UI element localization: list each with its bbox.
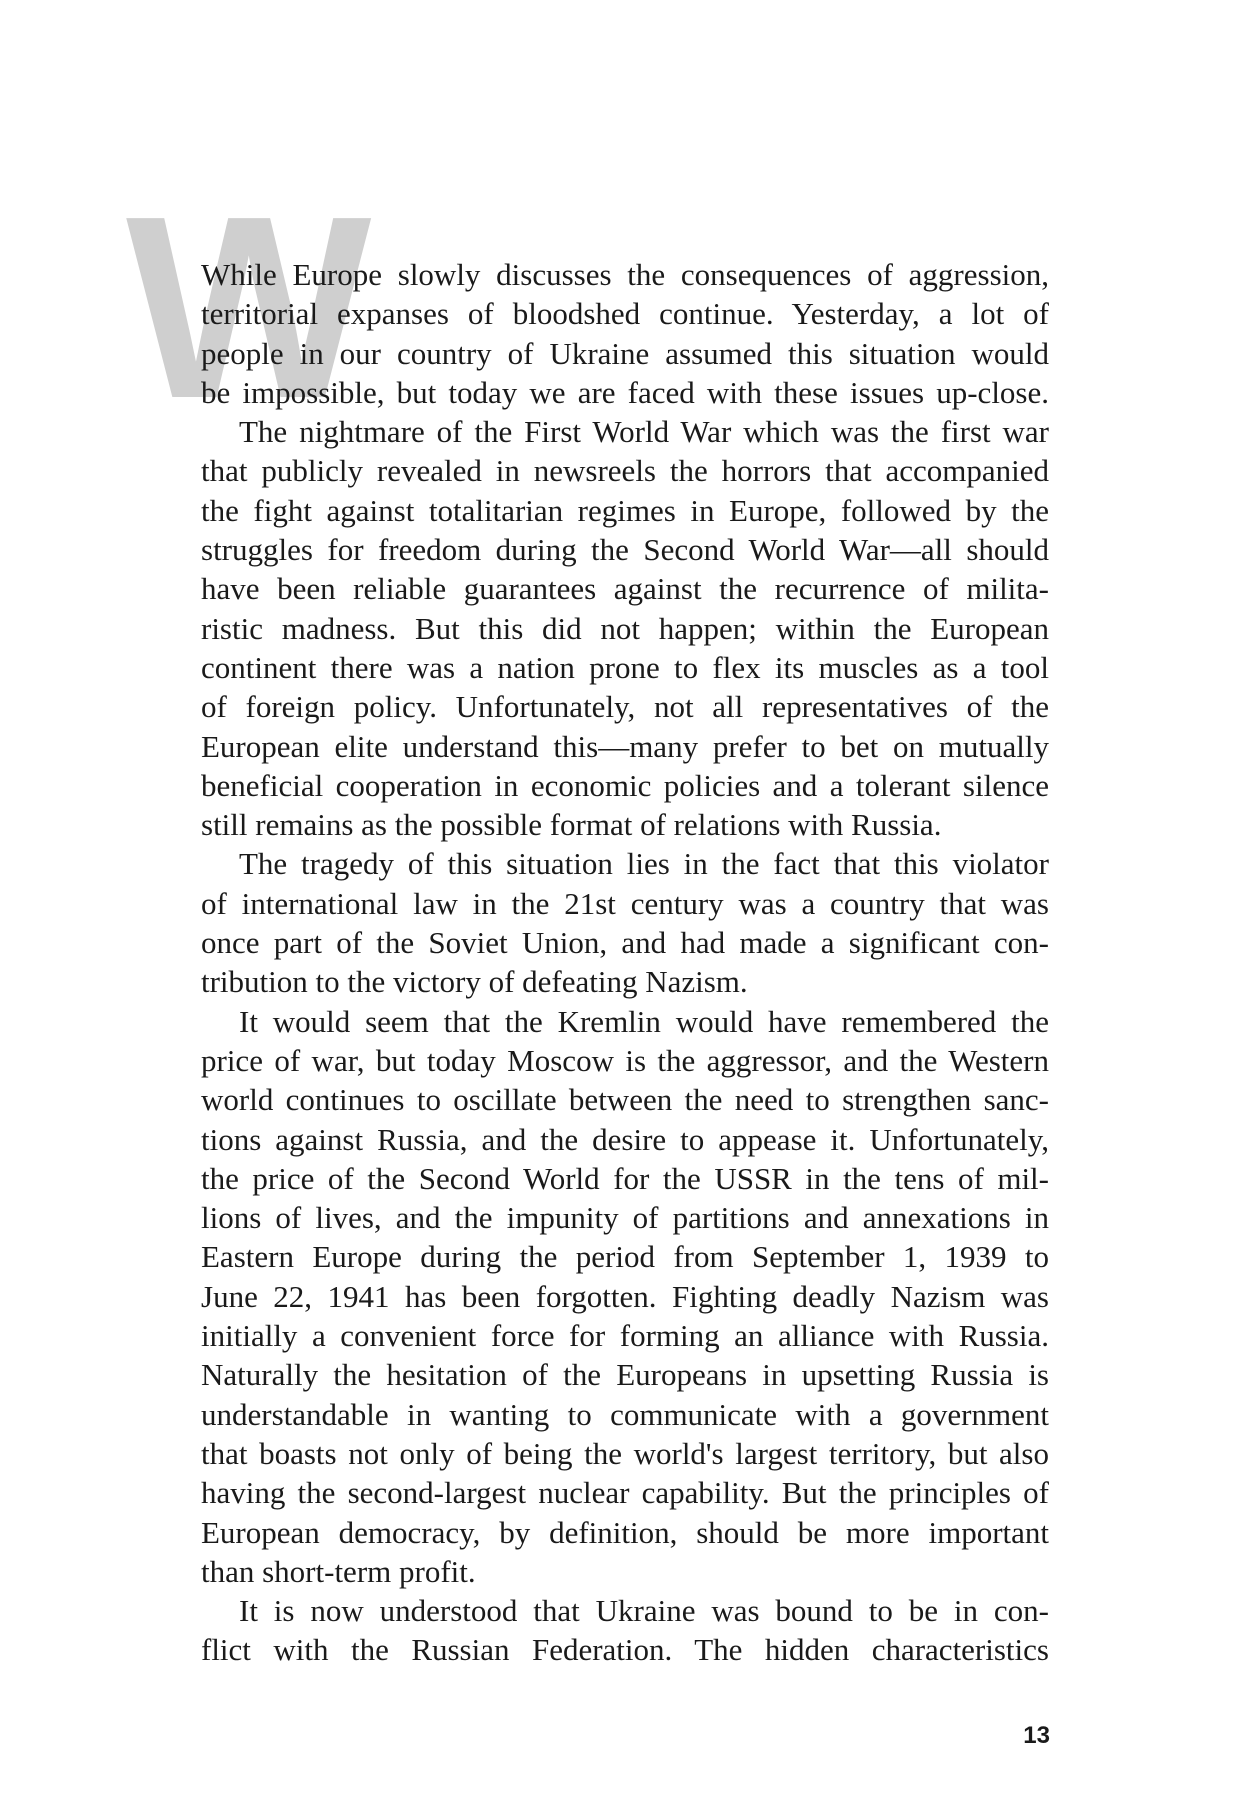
text-line: territorial expanses of bloodshed continue. Yesterday, a lot of — [201, 296, 1049, 332]
text-line: than short-term profit. — [201, 1553, 476, 1589]
text-line: be impossible, but today we are faced with these issues up-close. — [201, 374, 1049, 410]
paragraph-2 — [201, 412, 1049, 844]
text-line: It is now understood that Ukraine was bound to be in con- — [239, 1593, 1049, 1629]
text-line: June 22, 1941 has been forgotten. Fighting deadly Nazism was — [201, 1278, 1049, 1314]
text-line: have been reliable guarantees against the recurrence of milita- — [201, 571, 1049, 607]
text-line: flict with the Russian Federation. The hidden characteristics — [201, 1632, 1049, 1668]
text-line: having the second-largest nuclear capability. But the principles of — [201, 1475, 1049, 1511]
text-line: world continues to oscillate between the need to strengthen sanc- — [201, 1082, 1049, 1118]
chapter-body-text — [201, 255, 1049, 1670]
page-number: 13 — [1023, 1722, 1050, 1749]
paragraph-1 — [201, 255, 1049, 412]
text-line: that publicly revealed in newsreels the horrors that accompanied — [201, 453, 1049, 489]
text-line: tions against Russia, and the desire to appease it. Unfortunately, — [201, 1121, 1049, 1157]
paragraph-4 — [201, 1002, 1049, 1591]
text-line: still remains as the possible format of relations with Russia. — [201, 807, 942, 843]
text-line: struggles for freedom during the Second World War—all should — [201, 532, 1049, 568]
text-line: of international law in the 21st century was a country that was — [201, 885, 1049, 921]
text-line: understandable in wanting to communicate with a government — [201, 1396, 1049, 1432]
text-line: Naturally the hesitation of the Europeans in upsetting Russia is — [201, 1357, 1049, 1393]
text-line: ristic madness. But this did not happen; within the European — [201, 610, 1049, 646]
text-line: continent there was a nation prone to flex its muscles as a tool — [201, 649, 1049, 685]
text-line: once part of the Soviet Union, and had made a significant con- — [201, 925, 1049, 961]
text-line: The tragedy of this situation lies in the fact that this violator — [239, 846, 1049, 882]
text-line: that boasts not only of being the world's largest territory, but also — [201, 1435, 1049, 1471]
paragraph-3 — [201, 844, 1049, 1001]
text-line: tribution to the victory of defeating Nazism. — [201, 964, 748, 1000]
text-line: people in our country of Ukraine assumed this situation would — [201, 335, 1049, 371]
text-line: It would seem that the Kremlin would have remembered the — [239, 1003, 1049, 1039]
text-line: Eastern Europe during the period from September 1, 1939 to — [201, 1239, 1049, 1275]
text-line: European democracy, by definition, should be more important — [201, 1514, 1049, 1550]
text-line: the price of the Second World for the USSR in the tens of mil- — [201, 1160, 1049, 1196]
text-line: price of war, but today Moscow is the aggressor, and the Western — [201, 1042, 1049, 1078]
text-line: The nightmare of the First World War which was the first war — [239, 414, 1049, 450]
text-line: of foreign policy. Unfortunately, not all representatives of the — [201, 689, 1049, 725]
text-line: beneficial cooperation in economic policies and a tolerant silence — [201, 767, 1049, 803]
text-line: lions of lives, and the impunity of partitions and annexations in — [201, 1200, 1049, 1236]
drop-cap-letter: W — [126, 163, 368, 453]
text-line: the fight against totalitarian regimes in Europe, followed by the — [201, 492, 1049, 528]
paragraph-5 — [201, 1591, 1049, 1670]
text-line: While Europe slowly discusses the consequences of aggression, — [201, 257, 1049, 292]
text-line: European elite understand this—many prefer to bet on mutually — [201, 728, 1049, 764]
text-line: initially a convenient force for forming an alliance with Russia. — [201, 1318, 1049, 1354]
